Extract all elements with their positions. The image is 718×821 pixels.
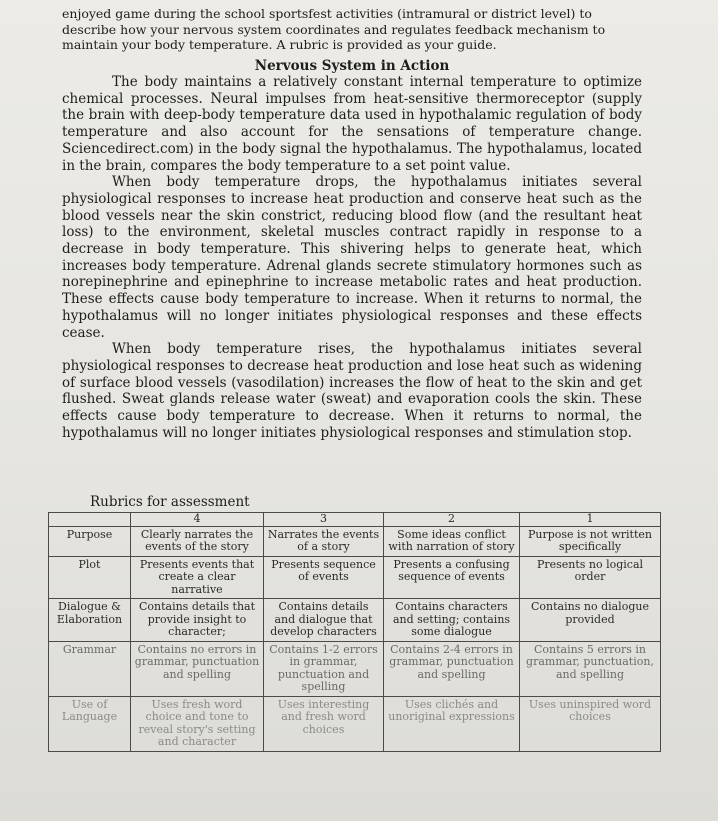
- rubric-row-purpose: [49, 526, 661, 556]
- intro-paragraph: enjoyed game during the school sportsfest activities (intramural or district level) to describe how your nervous system coordinates and regulates feedback mechanism to maintain your body temperature. A rubric is provided as your guide.: [62, 6, 606, 52]
- rubric-cell: Contains 5 errors in grammar, punctuation, and spelling: [520, 641, 661, 696]
- rubric-cell: Some ideas conflict with narration of story: [384, 526, 520, 556]
- rubric-cell: Contains no dialogue provided: [520, 599, 661, 642]
- rubric-header-2: 2: [384, 513, 520, 527]
- rubric-header-blank: [49, 513, 131, 527]
- rubric-header-3: 3: [264, 513, 384, 527]
- rubric-criterion: Grammar: [49, 641, 131, 696]
- rubric-cell: Uses fresh word choice and tone to reveal story's setting and character: [131, 696, 264, 751]
- rubric-header-1: 1: [520, 513, 661, 527]
- rubric-criterion: Plot: [49, 556, 131, 599]
- rubric-cell: Uses clichés and unoriginal expressions: [384, 696, 520, 751]
- rubric-cell: Contains no errors in grammar, punctuation and spelling: [131, 641, 264, 696]
- rubric-cell: Presents sequence of events: [264, 556, 384, 599]
- rubric-cell: Contains 1-2 errors in grammar, punctuation and spelling: [264, 641, 384, 696]
- rubric-cell: Clearly narrates the events of the story: [131, 526, 264, 556]
- rubric-title: Rubrics for assessment: [90, 494, 250, 510]
- rubric-cell: Presents events that create a clear narrative: [131, 556, 264, 599]
- rubric-cell: Contains characters and setting; contains some dialogue: [384, 599, 520, 642]
- section-title: Nervous System in Action: [254, 57, 450, 74]
- rubric-criterion: Purpose: [49, 526, 131, 556]
- rubric-row-grammar: [49, 641, 661, 696]
- paragraph-3: When body temperature rises, the hypothalamus initiates several physiological responses to decrease heat production and lose heat such as widening of surface blood vessels (vasodilation) increases the flow of heat to the skin and get flushed. Sweat glands release water (sweat) and evaporation cools the skin. These effects cause body temperature to decrease. When it returns to normal, the hypothalamus will no longer initiates physiological responses and stimulation stop.: [62, 341, 642, 441]
- body-text: [62, 74, 642, 441]
- rubric-cell: Narrates the events of a story: [264, 526, 384, 556]
- rubric-cell: Presents no logical order: [520, 556, 661, 599]
- paragraph-1: The body maintains a relatively constant internal temperature to optimize chemical processes. Neural impulses from heat-sensitive thermoreceptor (supply the brain with deep-body temperature data used in hypothalamic regulation of body temperature and also account for the sensations of temperature change. Sciencedirect.com) in the body signal the hypothalamus. The hypothalamus, located in the brain, compares the body temperature to a set point value.: [62, 74, 642, 174]
- paragraph-2: When body temperature drops, the hypothalamus initiates several physiological responses to increase heat production and conserve heat such as the blood vessels near the skin constrict, reducing blood flow (and the resultant heat loss) to the environment, skeletal muscles contract rapidly in response to a decrease in body temperature. This shivering helps to generate heat, which increases body temperature. Adrenal glands secrete stimulatory hormones such as norepinephrine and epinephrine to increase metabolic rates and heat production. These effects cause body temperature to increase. When it returns to normal, the hypothalamus will no longer initiates physiological responses and these effects cease.: [62, 174, 642, 341]
- rubric-criterion: Dialogue & Elaboration: [49, 599, 131, 642]
- rubric-header-row: [49, 513, 661, 527]
- rubric-row-language: [49, 696, 661, 751]
- rubric-cell: Contains details that provide insight to character;: [131, 599, 264, 642]
- rubric-cell: Purpose is not written specifically: [520, 526, 661, 556]
- rubric-cell: Uses uninspired word choices: [520, 696, 661, 751]
- rubric-row-dialogue: [49, 599, 661, 642]
- document-text: [62, 6, 642, 441]
- rubric-cell: Contains details and dialogue that develop characters: [264, 599, 384, 642]
- rubric-criterion: Use of Language: [49, 696, 131, 751]
- rubric-row-plot: [49, 556, 661, 599]
- rubric-header-4: 4: [131, 513, 264, 527]
- rubric-cell: Presents a confusing sequence of events: [384, 556, 520, 599]
- rubric-cell: Uses interesting and fresh word choices: [264, 696, 384, 751]
- rubric-cell: Contains 2-4 errors in grammar, punctuation and spelling: [384, 641, 520, 696]
- rubric-table: [48, 512, 661, 752]
